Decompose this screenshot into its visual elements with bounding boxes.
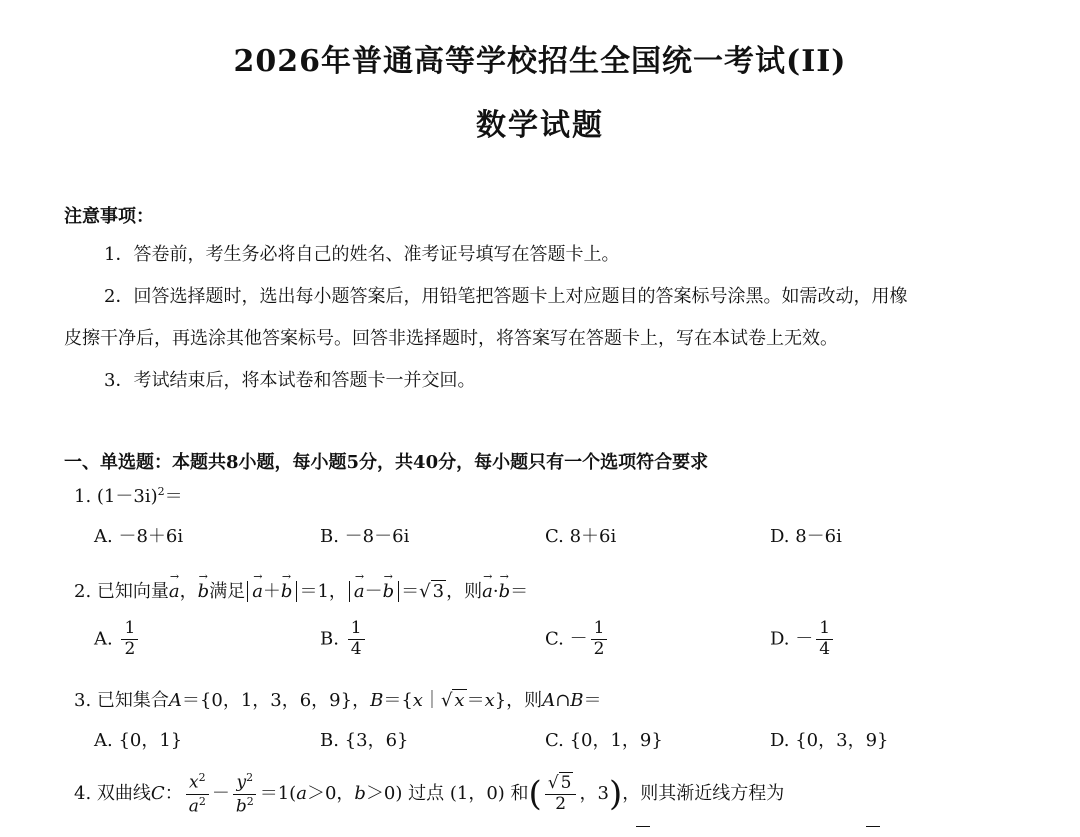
notice-item-3: 3．考试结束后，将本试卷和答题卡一并交回。 [104, 370, 476, 391]
numerator [233, 772, 256, 795]
numerator: 1 [348, 620, 365, 640]
denominator [186, 795, 209, 817]
vector-a: → a [354, 581, 365, 602]
fraction-sqrt5-2 [545, 772, 577, 814]
numerator [545, 772, 577, 795]
q2-option-b[interactable] [320, 620, 368, 659]
colon: ： [164, 783, 183, 804]
minus-sign: － [364, 581, 383, 602]
option-letter: C. [545, 628, 564, 650]
q2-radicand: 3 [432, 581, 445, 602]
set-b-name: B [570, 690, 584, 711]
equals-sign: ＝ [466, 690, 485, 711]
exponent: 2 [198, 771, 206, 784]
q2-comma: ， [179, 581, 198, 602]
notice-item-1: 1．答卷前，考生务必将自己的姓名、准考证号填写在答题卡上。 [104, 244, 620, 265]
vector-a: → a [482, 581, 493, 602]
set-a-name: A [168, 690, 182, 711]
dot-sign: · [492, 581, 499, 602]
denominator: 4 [819, 638, 831, 659]
fraction [816, 620, 833, 659]
q2-text-2: 满足 [209, 581, 246, 602]
q4-text-2: 过点 (1，0) 和 [402, 783, 529, 804]
numerator: 1 [121, 620, 138, 640]
sqrt-icon: √ [440, 690, 453, 711]
fraction-y2-b2 [233, 772, 257, 816]
q3-option-a[interactable]: A. {0，1} [94, 730, 183, 751]
partial-sqrt-mark [866, 826, 880, 830]
set-b-open: ＝{ [383, 690, 413, 711]
set-bar: ｜ [422, 690, 441, 711]
q3-option-d[interactable]: D. {0，3，9} [770, 730, 889, 751]
q2-eq-1: ＝1， [299, 581, 347, 602]
var-b: b [235, 796, 247, 817]
q4-text-1: 双曲线 [96, 783, 151, 804]
partial-sqrt-mark [636, 826, 650, 830]
q1-stem: 1. (1－3i) [74, 486, 158, 507]
q3-option-c[interactable]: C. {0，1，9} [545, 730, 663, 751]
option-letter: B. [320, 628, 339, 650]
intersection-icon: ∩ [555, 690, 571, 711]
var-a: a [296, 783, 307, 804]
q1-option-c[interactable]: C. 8＋6i [545, 526, 617, 547]
fraction [121, 620, 138, 659]
question-4 [74, 772, 784, 816]
var-y: y [236, 772, 247, 793]
q2-option-d[interactable] [770, 620, 836, 659]
denominator: 2 [555, 793, 567, 814]
set-a-name: A [542, 690, 556, 711]
var-x: x [188, 772, 199, 793]
q2-eq-3: ＝ [510, 581, 529, 602]
numerator: 1 [816, 620, 833, 640]
fraction-x2-a2 [186, 772, 209, 816]
right-paren: ) [608, 774, 623, 814]
sqrt-icon: √ [547, 772, 559, 793]
condition-b: ＞0) [365, 783, 403, 804]
exam-title: 2026年普通高等学校招生全国统一考试(II) [233, 44, 847, 79]
q2-text-1: 已知向量 [96, 581, 169, 602]
numerator: 1 [591, 620, 608, 640]
radicand: 5 [560, 772, 572, 793]
var-x: x [454, 690, 465, 711]
vector-b: → b [281, 581, 293, 602]
q1-option-b[interactable]: B. －8－6i [320, 526, 410, 547]
notice-heading: 注意事项： [64, 206, 154, 227]
q3-option-b[interactable]: B. {3，6} [320, 730, 409, 751]
q4-text-3: ，则其渐近线方程为 [622, 783, 785, 804]
q2-option-c[interactable] [545, 620, 610, 659]
q1-option-d[interactable]: D. 8－6i [770, 526, 842, 547]
option-sign: － [795, 628, 814, 650]
exponent: 2 [246, 794, 254, 808]
option-sign: － [569, 628, 588, 650]
q2-abs-diff [349, 581, 399, 602]
denominator [233, 795, 257, 817]
point-y: ，3 [579, 783, 609, 804]
curve-name: C [150, 783, 165, 804]
q4-number: 4. [74, 783, 92, 804]
var-x: x [412, 690, 423, 711]
question-1 [74, 482, 183, 508]
set-b-name: B [370, 690, 384, 711]
q1-exponent: 2 [157, 485, 165, 498]
minus-sign: － [211, 783, 230, 804]
vector-a: → a [252, 581, 263, 602]
q1-option-a[interactable]: A. －8＋6i [94, 526, 184, 547]
var-a: a [188, 796, 199, 817]
sqrt-icon: √ [419, 581, 431, 602]
set-a-value: ＝{0，1，3，6，9}， [181, 690, 371, 711]
denominator: 4 [350, 638, 362, 659]
denominator: 2 [593, 638, 605, 659]
condition-open: ＝1( [259, 783, 297, 804]
var-x: x [484, 690, 495, 711]
vector-b: → b [383, 581, 395, 602]
section-heading: 一、单选题：本题共8小题，每小题5分，共40分，每小题只有一个选项符合要求 [64, 452, 709, 473]
exponent: 2 [246, 771, 254, 784]
q2-eq-2: ＝ [401, 581, 420, 602]
vector-b: → b [499, 581, 511, 602]
q3-number: 3. [74, 690, 92, 711]
denominator: 2 [124, 638, 136, 659]
q2-text-3: ，则 [446, 581, 483, 602]
q2-number: 2. [74, 581, 92, 602]
question-2 [74, 577, 528, 603]
condition-a: ＞0， [306, 783, 355, 804]
set-b-close: }，则 [494, 690, 543, 711]
q1-equals: ＝ [164, 486, 183, 507]
question-3 [74, 686, 602, 712]
vector-b: → b [198, 581, 210, 602]
notice-item-2-line-1: 2．回答选择题时，选出每小题答案后，用铅笔把答题卡上对应题目的答案标号涂黑。如需改动，用橡 [104, 286, 908, 307]
fraction [591, 620, 608, 659]
page-bottom-cut [0, 826, 1080, 837]
numerator [186, 772, 209, 795]
left-paren: ( [528, 774, 542, 814]
var-b: b [354, 783, 366, 804]
plus-sign: ＋ [262, 581, 281, 602]
exam-subtitle: 数学试题 [476, 108, 604, 143]
notice-item-2-line-2: 皮擦干净后，再选涂其他答案标号。回答非选择题时，将答案写在答题卡上，写在本试卷上无效。 [64, 328, 838, 349]
option-letter: A. [94, 628, 113, 650]
option-letter: D. [770, 628, 790, 650]
vector-a: → a [169, 581, 180, 602]
q3-text-1: 已知集合 [96, 690, 169, 711]
q2-abs-sum [247, 581, 297, 602]
q2-option-a[interactable] [94, 620, 141, 659]
exponent: 2 [198, 794, 206, 808]
equals-sign: ＝ [583, 690, 602, 711]
fraction [348, 620, 365, 659]
